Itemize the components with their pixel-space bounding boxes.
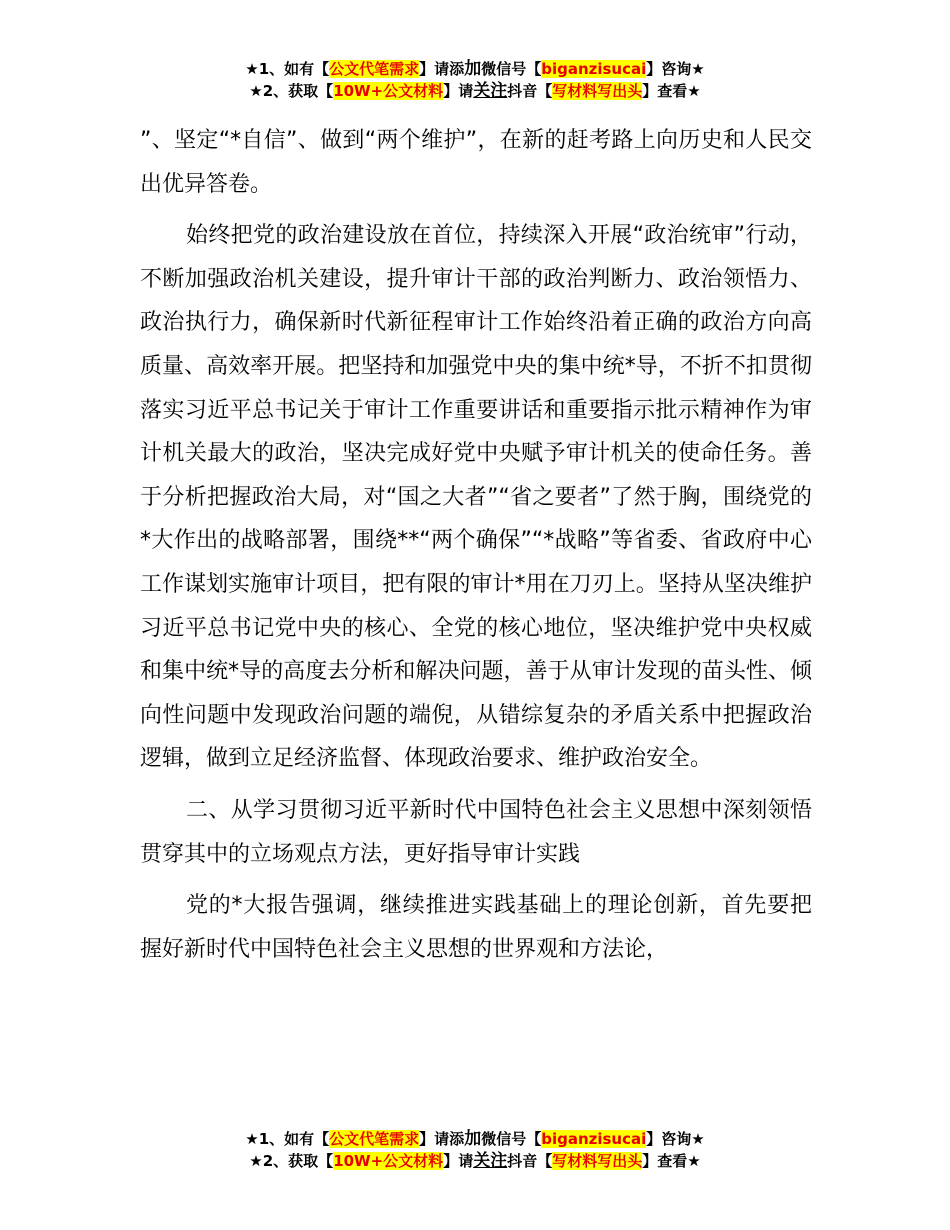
footer-line-1-mid2: 微信号【	[481, 1130, 542, 1148]
header-highlight-service: 公文代笔需求	[329, 60, 420, 78]
footer-line-2-suffix: 】查看★	[642, 1152, 701, 1170]
footer-highlight-wechat: biganzisucai	[541, 1130, 647, 1148]
footer-line-2-mid: 】请	[443, 1152, 474, 1170]
footer-line-1	[0, 1128, 950, 1150]
header-line-2-emph: 关注	[473, 81, 508, 101]
document-body	[140, 119, 812, 971]
footer-line-2-mid2: 抖音【	[507, 1152, 553, 1170]
footer-line-1-suffix: 】咨询★	[646, 1130, 705, 1148]
footer-highlight-materials: 10W+公文材料	[333, 1152, 444, 1170]
header-highlight-wechat: biganzisucai	[541, 60, 647, 78]
header-line-2-mid2: 抖音【	[507, 82, 553, 100]
footer-banner	[0, 1128, 950, 1172]
header-highlight-douyin: 写材料写出头	[552, 82, 643, 100]
header-line-2-suffix: 】查看★	[642, 82, 701, 100]
footer-line-1-prefix: ★1、如有【	[245, 1130, 330, 1148]
paragraph-1: ”、坚定“*自信”、做到“两个维护”，在新的赶考路上向历史和人民交出优异答卷。	[140, 128, 812, 197]
footer-highlight-service: 公文代笔需求	[329, 1130, 420, 1148]
footer-line-1-emph: 加	[464, 1129, 482, 1149]
section-heading-2: 二、从学习贯彻习近平新时代中国特色社会主义思想中深刻领悟贯穿其中的立场观点方法，更好指导审计实践	[140, 797, 812, 867]
paragraph-2: 始终把党的政治建设放在首位，持续深入开展“政治统审”行动，不断加强政治机关建设，提升审计干部的政治判断力、政治领悟力、政治执行力，确保新时代新征程审计工作始终沿着正确的政治方向高质量、高效率开展。把坚持和加强党中央的集中统*导，不折不扣贯彻落实习近平总书记关于审计工作重要讲话和重要指示批示精神作为审计机关最大的政治，坚决完成好党中央赋予审计机关的使命任务。善于分析把握政治大局，对“国之大者”“省之要者”了然于胸，围绕党的*大作出的战略部署，围绕**“两个确保”“*战略”等省委、省政府中心工作谋划实施审计项目，把有限的审计*用在刀刃上。坚持从坚决维护习近平总书记党中央的核心、全党的核心地位，坚决维护党中央权威和集中统*导的高度去分析和解决问题，善于从审计发现的苗头性、倾向性问题中发现政治问题的端倪，从错综复杂的矛盾关系中把握政治逻辑，做到立足经济监督、体现政治要求、维护政治安全。	[140, 223, 812, 772]
footer-line-1-mid: 】请添	[419, 1130, 465, 1148]
header-line-1-mid2: 微信号【	[481, 60, 542, 78]
header-line-2	[0, 80, 950, 102]
footer-highlight-douyin: 写材料写出头	[552, 1152, 643, 1170]
header-highlight-materials: 10W+公文材料	[333, 82, 444, 100]
header-line-2-prefix: ★2、获取【	[249, 82, 334, 100]
header-line-1	[0, 58, 950, 80]
header-line-1-emph: 加	[464, 59, 482, 79]
footer-line-2-prefix: ★2、获取【	[249, 1152, 334, 1170]
header-line-1-prefix: ★1、如有【	[245, 60, 330, 78]
header-banner	[0, 58, 950, 102]
paragraph-3: 党的*大报告强调，继续推进实践基础上的理论创新，首先要把握好新时代中国特色社会主义思想的世界观和方法论，	[140, 893, 812, 962]
footer-line-2	[0, 1150, 950, 1172]
header-line-1-suffix: 】咨询★	[646, 60, 705, 78]
header-line-1-mid: 】请添	[419, 60, 465, 78]
footer-line-2-emph: 关注	[473, 1151, 508, 1171]
header-line-2-mid: 】请	[443, 82, 474, 100]
